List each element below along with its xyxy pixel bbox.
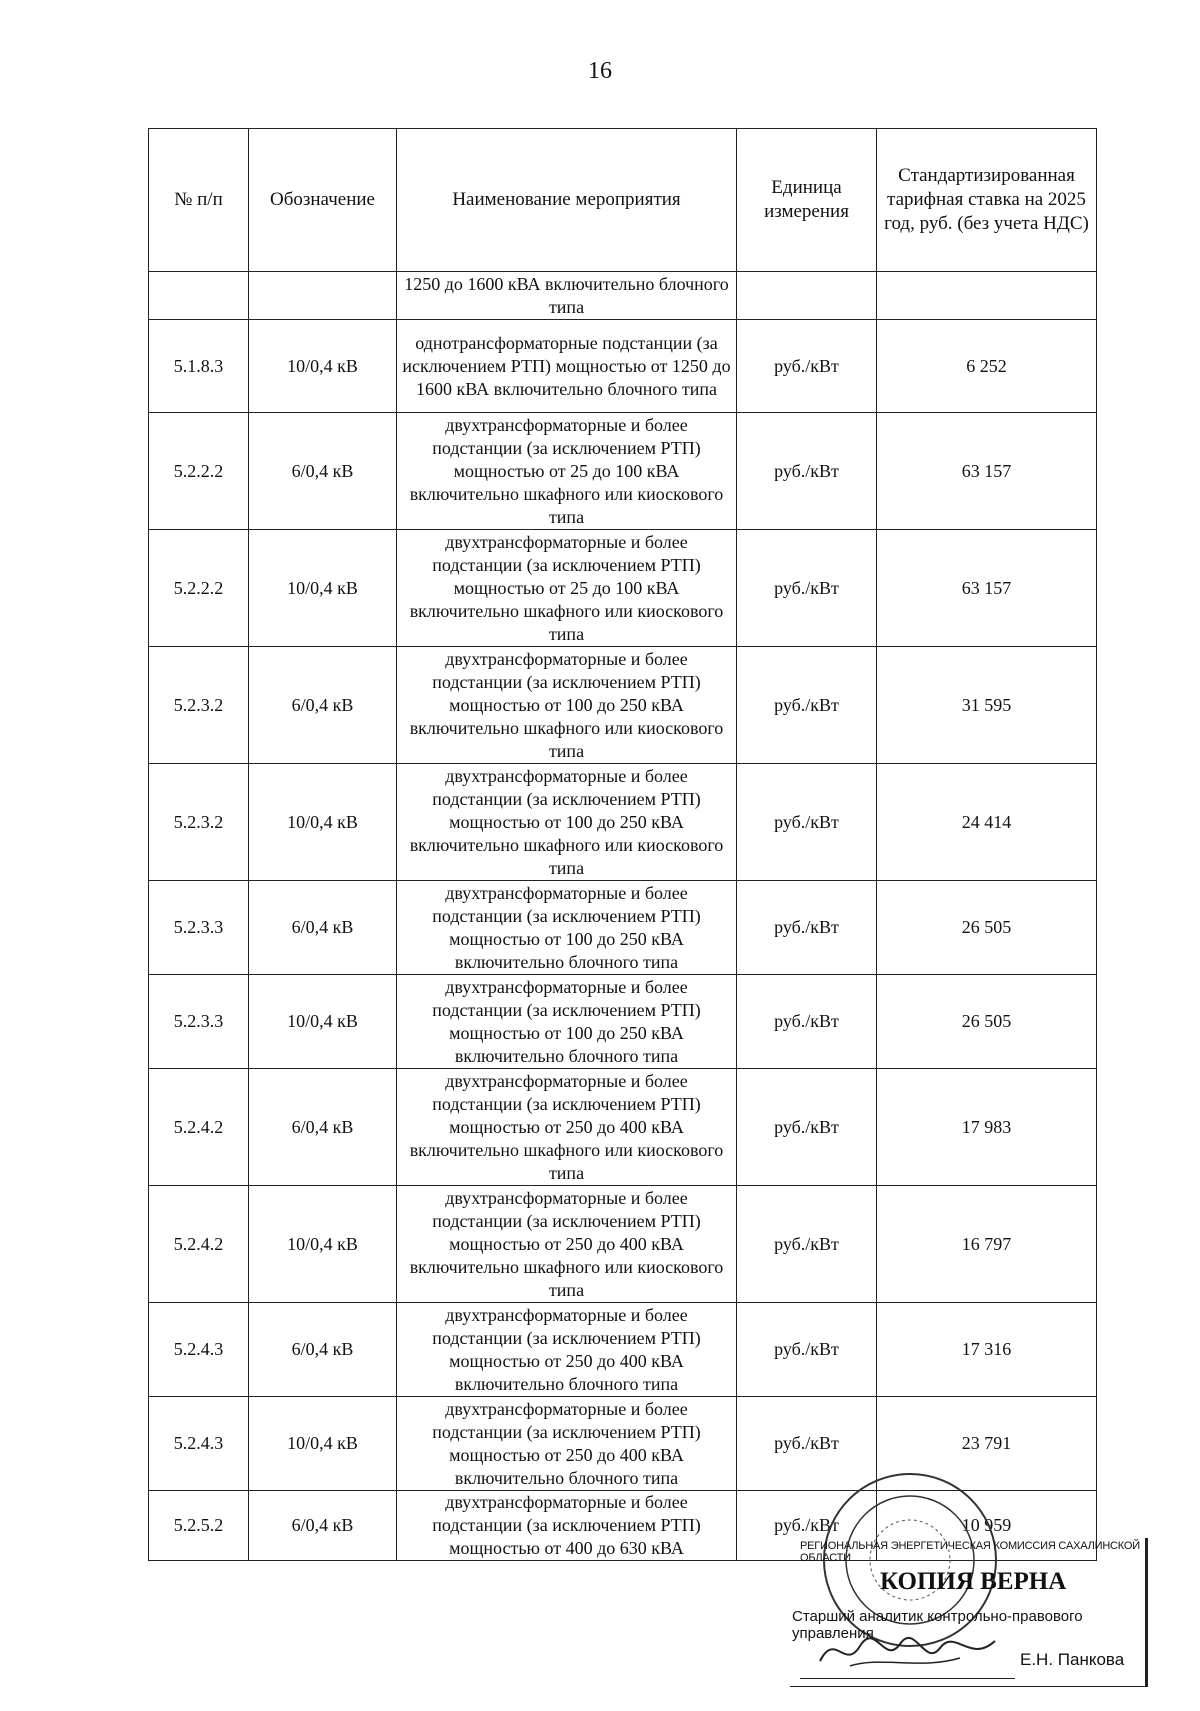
cell-num: 5.2.5.2	[149, 1491, 249, 1561]
table-row	[149, 413, 1097, 530]
signature-icon	[810, 1626, 1010, 1676]
signature-line	[800, 1678, 1015, 1679]
cell-unit: руб./кВт	[737, 1491, 877, 1561]
table-row	[149, 272, 1097, 320]
cell-num: 5.2.3.3	[149, 881, 249, 975]
cell-code: 10/0,4 кВ	[249, 320, 397, 413]
cell-code: 6/0,4 кВ	[249, 1303, 397, 1397]
copy-certification-block	[790, 1538, 1148, 1687]
cell-code: 6/0,4 кВ	[249, 413, 397, 530]
cell-unit: руб./кВт	[737, 881, 877, 975]
cell-num: 5.2.4.3	[149, 1397, 249, 1491]
cell-rate: 63 157	[877, 413, 1097, 530]
page-number: 16	[588, 58, 612, 84]
cell-name: 1250 до 1600 кВА включительно блочного типа	[397, 272, 737, 320]
table-row	[149, 320, 1097, 413]
table-row	[149, 530, 1097, 647]
cell-num: 5.2.3.2	[149, 764, 249, 881]
cell-rate: 17 983	[877, 1069, 1097, 1186]
cell-code: 6/0,4 кВ	[249, 647, 397, 764]
cell-code: 10/0,4 кВ	[249, 1186, 397, 1303]
cell-name: двухтрансформаторные и более подстанции (за исключением РТП) мощностью от 100 до 250 кВА включительно блочного типа	[397, 881, 737, 975]
table-row	[149, 975, 1097, 1069]
cell-rate: 23 791	[877, 1397, 1097, 1491]
cell-name: двухтрансформаторные и более подстанции (за исключением РТП) мощностью от 100 до 250 кВА включительно шкафного или киоскового типа	[397, 764, 737, 881]
cell-num	[149, 272, 249, 320]
cell-rate: 26 505	[877, 881, 1097, 975]
cell-unit: руб./кВт	[737, 1397, 877, 1491]
table-header-row	[149, 129, 1097, 272]
cell-code: 10/0,4 кВ	[249, 975, 397, 1069]
table-row	[149, 764, 1097, 881]
stamp-title: КОПИЯ ВЕРНА	[880, 1568, 1067, 1595]
cell-rate: 26 505	[877, 975, 1097, 1069]
cell-code: 6/0,4 кВ	[249, 1069, 397, 1186]
cell-unit: руб./кВт	[737, 530, 877, 647]
cell-name: двухтрансформаторные и более подстанции (за исключением РТП) мощностью от 250 до 400 кВА включительно блочного типа	[397, 1303, 737, 1397]
table-row	[149, 881, 1097, 975]
cell-unit: руб./кВт	[737, 975, 877, 1069]
header-unit: Единица измерения	[737, 129, 877, 272]
cell-unit: руб./кВт	[737, 647, 877, 764]
stamp-position: Старший аналитик контрольно-правового управления	[792, 1608, 1083, 1642]
cell-rate: 63 157	[877, 530, 1097, 647]
cell-unit: руб./кВт	[737, 1303, 877, 1397]
table-row	[149, 1069, 1097, 1186]
header-name: Наименование мероприятия	[397, 129, 737, 272]
cell-rate: 31 595	[877, 647, 1097, 764]
header-rate: Стандартизированная тарифная ставка на 2025 год, руб. (без учета НДС)	[877, 129, 1097, 272]
cell-rate: 10 959	[877, 1491, 1097, 1561]
cell-num: 5.2.2.2	[149, 413, 249, 530]
cell-code: 6/0,4 кВ	[249, 881, 397, 975]
cell-num: 5.2.4.2	[149, 1069, 249, 1186]
cell-code: 10/0,4 кВ	[249, 530, 397, 647]
cell-num: 5.2.3.2	[149, 647, 249, 764]
cell-name: двухтрансформаторные и более подстанции (за исключением РТП) мощностью от 25 до 100 кВА включительно шкафного или киоскового типа	[397, 413, 737, 530]
cell-unit	[737, 272, 877, 320]
cell-num: 5.2.4.2	[149, 1186, 249, 1303]
tariff-table	[148, 128, 1097, 1561]
cell-unit: руб./кВт	[737, 320, 877, 413]
cell-num: 5.1.8.3	[149, 320, 249, 413]
cell-name: двухтрансформаторные и более подстанции (за исключением РТП) мощностью от 100 до 250 кВА включительно шкафного или киоскового типа	[397, 647, 737, 764]
cell-unit: руб./кВт	[737, 1186, 877, 1303]
cell-unit: руб./кВт	[737, 764, 877, 881]
table-row	[149, 647, 1097, 764]
cell-unit: руб./кВт	[737, 1069, 877, 1186]
cell-rate: 6 252	[877, 320, 1097, 413]
cell-rate: 17 316	[877, 1303, 1097, 1397]
certification-stamp	[790, 1470, 1160, 1700]
table-row	[149, 1303, 1097, 1397]
cell-name: двухтрансформаторные и более подстанции (за исключением РТП) мощностью от 100 до 250 кВА включительно блочного типа	[397, 975, 737, 1069]
cell-code	[249, 272, 397, 320]
cell-name: двухтрансформаторные и более подстанции (за исключением РТП) мощностью от 250 до 400 кВА включительно блочного типа	[397, 1397, 737, 1491]
cell-name: двухтрансформаторные и более подстанции (за исключением РТП) мощностью от 25 до 100 кВА включительно шкафного или киоскового типа	[397, 530, 737, 647]
cell-code: 10/0,4 кВ	[249, 764, 397, 881]
cell-code: 6/0,4 кВ	[249, 1491, 397, 1561]
cell-unit: руб./кВт	[737, 413, 877, 530]
stamp-signer-name: Е.Н. Панкова	[1020, 1650, 1125, 1669]
cell-name: двухтрансформаторные и более подстанции (за исключением РТП) мощностью от 250 до 400 кВА включительно шкафного или киоскового типа	[397, 1069, 737, 1186]
cell-rate: 24 414	[877, 764, 1097, 881]
cell-rate: 16 797	[877, 1186, 1097, 1303]
cell-num: 5.2.2.2	[149, 530, 249, 647]
cell-num: 5.2.4.3	[149, 1303, 249, 1397]
cell-code: 10/0,4 кВ	[249, 1397, 397, 1491]
table-row	[149, 1186, 1097, 1303]
header-code: Обозначение	[249, 129, 397, 272]
cell-name: двухтрансформаторные и более подстанции (за исключением РТП) мощностью от 400 до 630 кВА	[397, 1491, 737, 1561]
cell-num: 5.2.3.3	[149, 975, 249, 1069]
cell-name: однотрансформаторные подстанции (за исключением РТП) мощностью от 1250 до 1600 кВА включительно блочного типа	[397, 320, 737, 413]
cell-name: двухтрансформаторные и более подстанции (за исключением РТП) мощностью от 250 до 400 кВА включительно шкафного или киоскового типа	[397, 1186, 737, 1303]
header-num: № п/п	[149, 129, 249, 272]
cell-rate	[877, 272, 1097, 320]
stamp-organization: РЕГИОНАЛЬНАЯ ЭНЕРГЕТИЧЕСКАЯ КОМИССИЯ САХАЛИНСКОЙ ОБЛАСТИ	[800, 1540, 1140, 1564]
